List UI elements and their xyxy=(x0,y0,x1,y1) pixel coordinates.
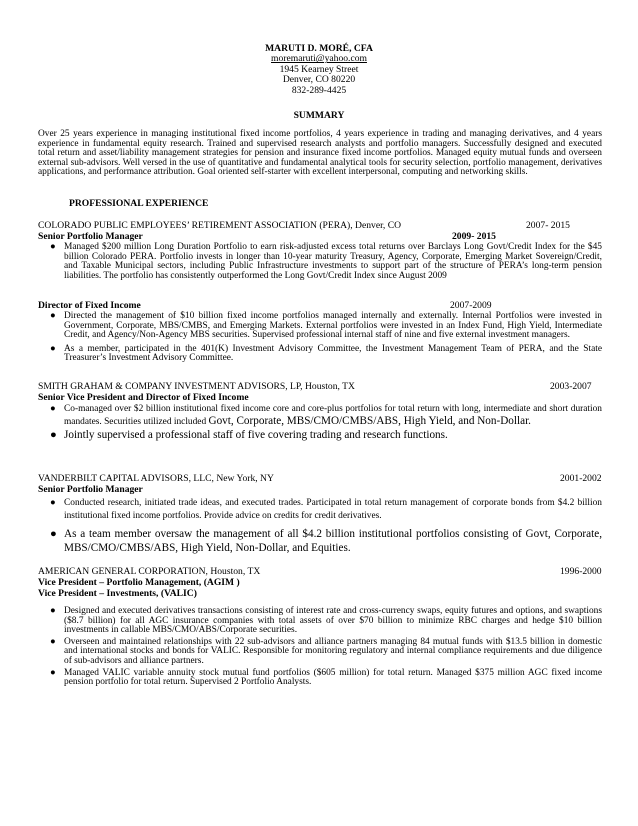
candidate-name: MARUTI D. MORÉ, CFA xyxy=(265,43,373,54)
company-name: AMERICAN GENERAL CORPORATION, Houston, TX xyxy=(38,566,261,577)
bullet-icon: ● xyxy=(50,311,56,321)
job-dates: 2001-2002 xyxy=(560,473,602,484)
role-title: Vice President – Portfolio Management, (AGIM ) xyxy=(38,577,240,588)
city-state-zip: Denver, CO 80220 xyxy=(282,74,356,86)
bullet-icon: ● xyxy=(50,667,56,678)
role-title: Senior Portfolio Manager xyxy=(38,231,143,242)
list-item: ● Directed the management of $10 billion fixed income portfolios managed internally and externally. Internal Portfolios were invested in Government, Corporate, MBS/CMBS, and Emerging Markets. External portfolios were invested in an Index Fund, High Yield, Intermediate Credit, and Agency/Non-Agency MBS securities. Supervised professional internal staff of nine and five external investment managers. xyxy=(50,311,602,341)
role-title: Director of Fixed Income xyxy=(38,300,141,311)
list-item: ● Managed VALIC variable annuity stock mutual fund portfolios ($605 million) for total return. Managed $375 million AGC fixed income pension portfolio for total return. Supervised 2 Portfolio Analysts. xyxy=(50,667,602,688)
bullet-icon: ● xyxy=(50,242,56,252)
list-item: ● Managed $200 million Long Duration Portfolio to earn risk-adjusted excess total returns over Barclays Long Govt/Credit Index for the $45 billion Colorado PERA. Portfolio invests in longer than 10-year maturity Treasury, Agency, Corporate, Emerging Market Sovereign/Credit, and Taxable Municipal sectors, including Public Infrastructure investments to support part of the structure of PERA’s long-term pension liabilities. The portfolio has consistently outperformed the Long Govt/Credit Index since August 2009 xyxy=(50,242,602,281)
company-name: COLORADO PUBLIC EMPLOYEES’ RETIREMENT ASSOCIATION (PERA), Denver, CO xyxy=(38,220,402,231)
summary-paragraph: Over 25 years experience in managing institutional fixed income portfolios, 4 years experience in trading and managing derivatives, and 4 years experience in fundamental equity research. Trained and supervised research analysts and portfolio managers. Successfully designed and executed total return and asset/liability management strategies for pension and insurance fixed income portfolios. Managed equity mutual funds and overseen external sub-advisors. Well versed in the use of quantitative and fundamental analytical tools for security selection, portfolio management, derivatives applications, and performance attribution. Goal oriented self-starter with excellent interpersonal, computing and networking skills. xyxy=(38,129,602,178)
email-link[interactable]: moremaruti@yahoo.com xyxy=(271,53,367,65)
bullet-list xyxy=(38,497,602,555)
bullet-icon: ● xyxy=(50,429,57,442)
company-name: SMITH GRAHAM & COMPANY INVESTMENT ADVISORS, LP, Houston, TX xyxy=(38,381,355,392)
summary-heading: SUMMARY xyxy=(293,110,345,121)
phone-number: 832-289-4425 xyxy=(291,84,347,96)
bullet-list xyxy=(38,312,602,364)
role-title-row xyxy=(38,301,602,311)
list-item: ● Jointly supervised a professional staff of five covering trading and research functions. xyxy=(50,429,448,442)
job-pera-header xyxy=(38,221,602,231)
bullet-list xyxy=(38,243,602,281)
job-vanderbilt-header xyxy=(38,474,602,484)
bullet-list xyxy=(38,607,602,688)
bullet-icon: ● xyxy=(50,343,56,354)
bullet-icon: ● xyxy=(50,636,56,647)
job-agc-header xyxy=(38,567,602,577)
job-dates: 2003-2007 xyxy=(550,381,592,392)
list-item: ● Overseen and maintained relationships with 22 sub-advisors and alliance partners managing 84 mutual funds with $13.5 billion in domestic and international stocks and bonds for VALIC. Responsible for monitoring regulatory and internal compliance requirements and due diligence of sub-advisors and alliance partners. xyxy=(50,636,602,666)
list-item: ● Designed and executed derivatives transactions consisting of interest rate and cross-currency swaps, equity futures and options, and swaptions ($8.7 billion) for all AGC insurance companies with total assets of over $70 billion to minimize RBC charges and hedge $10 billion investments in callable MBS/CMO/ABS/Corporate securities. xyxy=(50,606,602,636)
bullet-icon: ● xyxy=(50,404,56,414)
job-smith-header xyxy=(38,382,602,392)
company-name: VANDERBILT CAPITAL ADVISORS, LLC, New York, NY xyxy=(38,473,274,484)
bullet-icon: ● xyxy=(50,606,56,616)
bullet-icon: ● xyxy=(50,498,56,508)
list-item: ● Conducted research, initiated trade ideas, and executed trades. Participated in total return management of corporate bonds from $4.2 billion institutional fixed income portfolios. Provide advice on credits for credit derivatives. xyxy=(50,498,602,521)
list-item: ● As a member, participated in the 401(K) Investment Advisory Committee, the Investment Management Team of PERA, and the State Treasurer’s Investment Advisory Committee. xyxy=(50,343,602,364)
street-address: 1945 Kearney Street xyxy=(279,63,359,75)
role-title: Senior Vice President and Director of Fixed Income xyxy=(38,392,249,403)
role-title: Vice President – Investments, (VALIC) xyxy=(38,588,197,599)
role-title-row xyxy=(38,232,602,242)
job-dates: 2007- 2015 xyxy=(526,220,570,231)
list-item: ● As a team member oversaw the management of all $4.2 billion institutional portfolios consisting of Govt, Corporate, MBS/CMO/CMBS/ABS, High Yield, Non-Dollar, and Equities. xyxy=(50,528,602,554)
bullet-list xyxy=(38,405,602,441)
bullet-icon: ● xyxy=(50,528,57,540)
role-dates: 2007-2009 xyxy=(450,300,492,311)
list-item: ● Co-managed over $2 billion institutional fixed income core and core-plus portfolios for total return with long, intermediate and short duration mandates. Securities utilized included Govt, Corporate, MBS/CMO/CMBS/ABS, High Yield, and Non-Dollar. xyxy=(50,404,602,427)
contact-header xyxy=(0,44,638,96)
role-dates: 2009- 2015 xyxy=(452,231,496,242)
job-dates: 1996-2000 xyxy=(560,566,602,577)
role-title: Senior Portfolio Manager xyxy=(38,484,143,495)
experience-heading: PROFESSIONAL EXPERIENCE xyxy=(69,198,209,209)
